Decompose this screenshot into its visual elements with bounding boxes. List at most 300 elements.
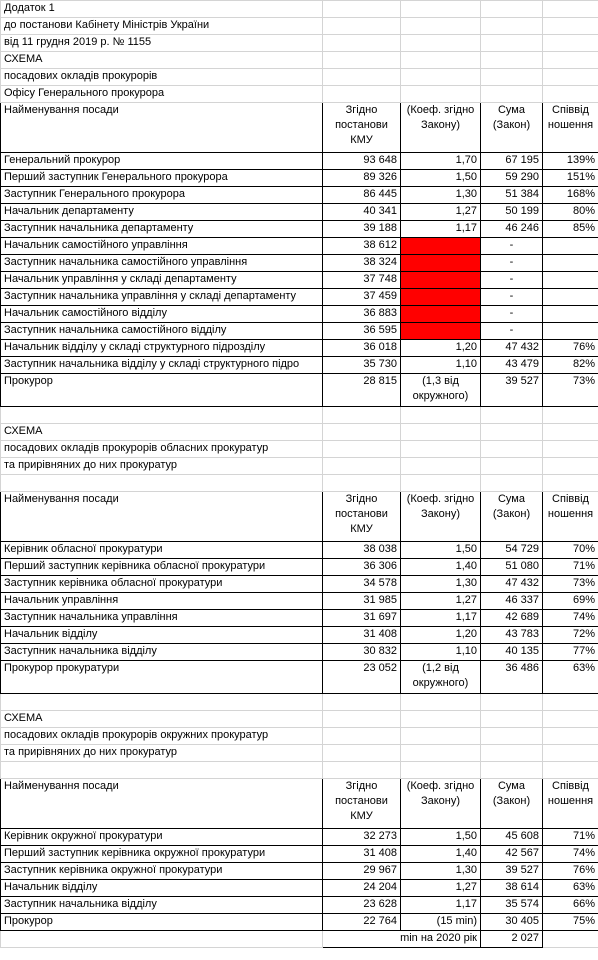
sheet-row (1, 35, 598, 52)
sheet-row (1, 255, 598, 272)
cell-line: (Коеф. згідно (406, 493, 475, 505)
empty-cell[interactable] (481, 458, 543, 475)
coef-value[interactable]: 1,70 (401, 153, 481, 170)
sheet-row (1, 644, 598, 661)
cell-line: КМУ (350, 810, 373, 822)
sheet-row (1, 238, 598, 255)
law-sum[interactable]: 47 432 (481, 576, 543, 593)
position-name[interactable]: Начальник відділу (1, 880, 323, 897)
kmu-salary[interactable]: 34 578 (323, 576, 401, 593)
empty-cell[interactable] (401, 69, 481, 86)
ratio-value[interactable]: 63% (543, 880, 598, 897)
sheet-row (1, 52, 598, 69)
empty-cell[interactable] (401, 745, 481, 762)
empty-cell[interactable] (1, 475, 323, 492)
sheet-row (1, 458, 598, 475)
ratio-value[interactable]: 76% (543, 863, 598, 880)
kmu-salary[interactable]: 31 408 (323, 846, 401, 863)
ratio-value[interactable] (543, 289, 598, 306)
kmu-salary[interactable]: 23 052 (323, 661, 401, 694)
empty-cell[interactable] (323, 694, 401, 711)
law-sum[interactable]: - (481, 255, 543, 272)
ratio-value[interactable]: 74% (543, 610, 598, 627)
ratio-value[interactable]: 71% (543, 829, 598, 846)
kmu-salary[interactable]: 40 341 (323, 204, 401, 221)
sheet-row (1, 593, 598, 610)
empty-cell[interactable] (323, 424, 401, 441)
cell-line: Згідно (345, 104, 378, 116)
sheet-row (1, 204, 598, 221)
position-name[interactable]: Заступник Генерального прокурора (1, 187, 323, 204)
kmu-salary[interactable]: 31 697 (323, 610, 401, 627)
column-header-kmu[interactable] (323, 492, 401, 542)
empty-cell[interactable] (401, 86, 481, 103)
ratio-value[interactable]: 71% (543, 559, 598, 576)
empty-cell[interactable] (481, 745, 543, 762)
empty-cell[interactable] (401, 52, 481, 69)
coef-value[interactable]: 1,30 (401, 863, 481, 880)
empty-cell[interactable] (323, 475, 401, 492)
position-name[interactable]: Заступник начальника відділу (1, 644, 323, 661)
empty-cell[interactable] (401, 475, 481, 492)
kmu-salary[interactable]: 38 038 (323, 542, 401, 559)
empty-cell[interactable] (323, 441, 401, 458)
law-sum[interactable]: 59 290 (481, 170, 543, 187)
position-name[interactable]: Начальник відділу (1, 627, 323, 644)
sheet-row (1, 357, 598, 374)
coef-value[interactable]: 1,10 (401, 644, 481, 661)
sheet-row (1, 610, 598, 627)
law-sum[interactable]: 54 729 (481, 542, 543, 559)
position-name[interactable]: Генеральний прокурор (1, 153, 323, 170)
sheet-row (1, 407, 598, 424)
ratio-value[interactable] (543, 238, 598, 255)
empty-cell[interactable] (401, 1, 481, 18)
column-header-kmu[interactable] (323, 779, 401, 829)
coef-value[interactable]: 1,17 (401, 221, 481, 238)
footer-label[interactable]: min на 2020 рік (323, 931, 481, 948)
coef-value[interactable]: 1,27 (401, 880, 481, 897)
kmu-salary[interactable]: 31 985 (323, 593, 401, 610)
empty-cell[interactable] (1, 407, 323, 424)
kmu-salary[interactable]: 22 764 (323, 914, 401, 931)
law-sum[interactable]: 51 384 (481, 187, 543, 204)
section-title-line[interactable]: СХЕМА (1, 424, 323, 441)
ratio-value[interactable]: 76% (543, 340, 598, 357)
law-sum[interactable]: 46 337 (481, 593, 543, 610)
law-sum[interactable]: 50 199 (481, 204, 543, 221)
ratio-value[interactable]: 77% (543, 644, 598, 661)
column-header-ratio[interactable] (543, 779, 598, 829)
kmu-salary[interactable]: 89 326 (323, 170, 401, 187)
law-sum[interactable]: 45 608 (481, 829, 543, 846)
empty-cell[interactable] (543, 441, 598, 458)
ratio-value[interactable]: 75% (543, 914, 598, 931)
position-name[interactable]: Заступник начальника самостійного відділу (1, 323, 323, 340)
ratio-value[interactable]: 72% (543, 627, 598, 644)
position-name[interactable]: Начальник управління (1, 593, 323, 610)
law-sum[interactable]: 47 432 (481, 340, 543, 357)
empty-cell[interactable] (543, 35, 598, 52)
cell-line: постанови (335, 119, 388, 131)
section-title-line[interactable]: посадових окладів прокурорів (1, 69, 323, 86)
position-name[interactable]: Заступник начальника управління у складі департаменту (1, 289, 323, 306)
empty-cell[interactable] (543, 931, 598, 948)
column-header-ratio[interactable] (543, 103, 598, 153)
cell-line: ношення (547, 119, 594, 131)
coef-value[interactable]: (15 min) (401, 914, 481, 931)
position-name[interactable]: Заступник начальника управління (1, 610, 323, 627)
section-title-line[interactable]: та прирівняних до них прокуратур (1, 745, 323, 762)
empty-cell[interactable] (481, 1, 543, 18)
sheet-row (1, 931, 598, 948)
ratio-value[interactable]: 66% (543, 897, 598, 914)
column-header-coef[interactable] (401, 779, 481, 829)
empty-cell[interactable] (543, 711, 598, 728)
kmu-salary[interactable]: 36 883 (323, 306, 401, 323)
position-name[interactable]: Начальник управління у складі департаменту (1, 272, 323, 289)
cell-line: Співвід (552, 780, 589, 792)
sheet-row (1, 424, 598, 441)
empty-cell[interactable] (543, 1, 598, 18)
empty-cell[interactable] (543, 745, 598, 762)
sheet-row (1, 306, 598, 323)
header-line[interactable]: Додаток 1 (1, 1, 323, 18)
empty-cell[interactable] (401, 18, 481, 35)
empty-cell[interactable] (323, 458, 401, 475)
ratio-value[interactable]: 70% (543, 542, 598, 559)
coef-value[interactable]: 1,50 (401, 829, 481, 846)
ratio-value[interactable] (543, 323, 598, 340)
law-sum[interactable]: 35 574 (481, 897, 543, 914)
empty-cell[interactable] (543, 475, 598, 492)
position-name[interactable]: Прокурор прокуратури (1, 661, 323, 694)
kmu-salary[interactable]: 28 815 (323, 374, 401, 407)
sheet-row (1, 559, 598, 576)
sheet-row (1, 187, 598, 204)
ratio-value[interactable]: 80% (543, 204, 598, 221)
sheet-row (1, 897, 598, 914)
column-header-coef[interactable] (401, 103, 481, 153)
empty-cell[interactable] (481, 694, 543, 711)
header-line[interactable]: від 11 грудня 2019 р. № 1155 (1, 35, 323, 52)
sheet-row (1, 323, 598, 340)
kmu-salary[interactable]: 23 628 (323, 897, 401, 914)
sheet-row (1, 221, 598, 238)
coef-value[interactable]: 1,50 (401, 170, 481, 187)
coef-highlight[interactable] (401, 238, 481, 255)
position-name[interactable]: Прокурор (1, 914, 323, 931)
kmu-salary[interactable]: 30 832 (323, 644, 401, 661)
cell-line: Згідно (345, 493, 378, 505)
empty-cell[interactable] (401, 407, 481, 424)
empty-cell[interactable] (481, 35, 543, 52)
coef-value[interactable]: 1,50 (401, 542, 481, 559)
sheet-row (1, 86, 598, 103)
ratio-value[interactable] (543, 255, 598, 272)
sheet-row (1, 745, 598, 762)
sheet-row (1, 846, 598, 863)
empty-cell[interactable] (323, 407, 401, 424)
position-name[interactable]: Начальник самостійного управління (1, 238, 323, 255)
empty-cell[interactable] (543, 407, 598, 424)
empty-cell[interactable] (543, 424, 598, 441)
sheet-row (1, 18, 598, 35)
empty-cell[interactable] (481, 18, 543, 35)
sheet-row (1, 694, 598, 711)
empty-cell[interactable] (543, 728, 598, 745)
position-name[interactable]: Заступник начальника відділу (1, 897, 323, 914)
section-title-line[interactable]: посадових окладів прокурорів окружних прокуратур (1, 728, 323, 745)
coef-value[interactable]: 1,17 (401, 610, 481, 627)
cell-line: (Закон) (492, 508, 531, 520)
column-header-name[interactable]: Найменування посади (1, 103, 323, 153)
position-name[interactable]: Начальник відділу у складі структурного підрозділу (1, 340, 323, 357)
position-name[interactable]: Заступник начальника відділу у складі структурного підро (1, 357, 323, 374)
position-name[interactable]: Прокурор (1, 374, 323, 407)
empty-cell[interactable] (543, 52, 598, 69)
cell-line: Згідно (345, 780, 378, 792)
empty-cell[interactable] (401, 711, 481, 728)
empty-cell[interactable] (481, 711, 543, 728)
ratio-value[interactable]: 63% (543, 661, 598, 694)
empty-cell[interactable] (543, 69, 598, 86)
section-title-line[interactable]: Офісу Генерального прокурора (1, 86, 323, 103)
ratio-value[interactable] (543, 306, 598, 323)
empty-cell[interactable] (401, 728, 481, 745)
kmu-salary[interactable]: 37 748 (323, 272, 401, 289)
sheet-row (1, 863, 598, 880)
empty-cell[interactable] (481, 86, 543, 103)
coef-value[interactable]: 1,40 (401, 846, 481, 863)
cell-line: КМУ (350, 523, 373, 535)
kmu-salary[interactable]: 38 612 (323, 238, 401, 255)
position-name[interactable]: Перший заступник керівника окружної прокуратури (1, 846, 323, 863)
ratio-value[interactable]: 74% (543, 846, 598, 863)
empty-cell[interactable] (323, 711, 401, 728)
sheet-row (1, 103, 598, 153)
position-name[interactable]: Начальник департаменту (1, 204, 323, 221)
law-sum[interactable]: - (481, 272, 543, 289)
cell-line: Співвід (552, 104, 589, 116)
empty-cell[interactable] (323, 1, 401, 18)
ratio-value[interactable]: 73% (543, 374, 598, 407)
sheet-row (1, 289, 598, 306)
column-header-kmu[interactable] (323, 103, 401, 153)
coef-value[interactable]: 1,20 (401, 340, 481, 357)
ratio-value[interactable]: 73% (543, 576, 598, 593)
law-sum[interactable]: 40 135 (481, 644, 543, 661)
kmu-salary[interactable]: 32 273 (323, 829, 401, 846)
cell-line: Сума (497, 493, 525, 505)
cell-line: (Закон) (492, 795, 531, 807)
footer-value[interactable]: 2 027 (481, 931, 543, 948)
cell-line: (Коеф. згідно (406, 780, 475, 792)
law-sum[interactable]: 36 486 (481, 661, 543, 694)
sheet-row (1, 728, 598, 745)
sheet-row (1, 779, 598, 829)
ratio-value[interactable] (543, 272, 598, 289)
position-name[interactable]: Заступник керівника окружної прокуратури (1, 863, 323, 880)
kmu-salary[interactable]: 37 459 (323, 289, 401, 306)
law-sum[interactable]: 39 527 (481, 863, 543, 880)
column-header-sum[interactable] (481, 779, 543, 829)
empty-cell[interactable] (1, 931, 323, 948)
empty-cell[interactable] (481, 441, 543, 458)
coef-value[interactable]: 1,30 (401, 576, 481, 593)
coef-value[interactable]: (1,2 від окружного) (401, 661, 481, 694)
law-sum[interactable]: - (481, 238, 543, 255)
empty-cell[interactable] (1, 694, 323, 711)
kmu-salary[interactable]: 36 018 (323, 340, 401, 357)
empty-cell[interactable] (543, 762, 598, 779)
cell-line: КМУ (350, 134, 373, 146)
law-sum[interactable]: - (481, 306, 543, 323)
column-header-coef[interactable] (401, 492, 481, 542)
empty-cell[interactable] (401, 458, 481, 475)
coef-value[interactable]: 1,27 (401, 593, 481, 610)
coef-value[interactable]: 1,27 (401, 204, 481, 221)
sheet-row (1, 829, 598, 846)
law-sum[interactable]: 39 527 (481, 374, 543, 407)
coef-highlight[interactable] (401, 306, 481, 323)
section-title-line[interactable]: посадових окладів прокурорів обласних прокуратур (1, 441, 323, 458)
empty-cell[interactable] (481, 475, 543, 492)
sheet-row (1, 272, 598, 289)
empty-cell[interactable] (481, 52, 543, 69)
sheet-row (1, 576, 598, 593)
sheet-row (1, 170, 598, 187)
section-title-line[interactable]: СХЕМА (1, 52, 323, 69)
law-sum[interactable]: 43 783 (481, 627, 543, 644)
kmu-salary[interactable]: 86 445 (323, 187, 401, 204)
kmu-salary[interactable]: 31 408 (323, 627, 401, 644)
ratio-value[interactable]: 85% (543, 221, 598, 238)
position-name[interactable]: Начальник самостійного відділу (1, 306, 323, 323)
empty-cell[interactable] (323, 745, 401, 762)
empty-cell[interactable] (323, 69, 401, 86)
empty-cell[interactable] (481, 728, 543, 745)
section-title-line[interactable]: та прирівняних до них прокуратур (1, 458, 323, 475)
empty-cell[interactable] (481, 424, 543, 441)
ratio-value[interactable]: 69% (543, 593, 598, 610)
empty-cell[interactable] (401, 35, 481, 52)
law-sum[interactable]: 42 689 (481, 610, 543, 627)
sheet-row (1, 153, 598, 170)
cell-line: Сума (497, 104, 525, 116)
law-sum[interactable]: 43 479 (481, 357, 543, 374)
empty-cell[interactable] (323, 86, 401, 103)
empty-cell[interactable] (401, 762, 481, 779)
empty-cell[interactable] (323, 728, 401, 745)
empty-cell[interactable] (401, 441, 481, 458)
empty-cell[interactable] (401, 694, 481, 711)
section-title-line[interactable]: СХЕМА (1, 711, 323, 728)
ratio-value[interactable]: 151% (543, 170, 598, 187)
sheet-row (1, 1, 598, 18)
ratio-value[interactable]: 168% (543, 187, 598, 204)
position-name[interactable]: Заступник начальника департаменту (1, 221, 323, 238)
coef-highlight[interactable] (401, 255, 481, 272)
coef-value[interactable]: 1,17 (401, 897, 481, 914)
position-name[interactable]: Перший заступник Генерального прокурора (1, 170, 323, 187)
column-header-name[interactable]: Найменування посади (1, 492, 323, 542)
header-line[interactable]: до постанови Кабінету Міністрів України (1, 18, 323, 35)
column-header-ratio[interactable] (543, 492, 598, 542)
empty-cell[interactable] (543, 18, 598, 35)
empty-cell[interactable] (543, 86, 598, 103)
position-name[interactable]: Керівник обласної прокуратури (1, 542, 323, 559)
coef-value[interactable]: 1,10 (401, 357, 481, 374)
position-name[interactable]: Перший заступник керівника обласної прокуратури (1, 559, 323, 576)
empty-cell[interactable] (401, 424, 481, 441)
law-sum[interactable]: 67 195 (481, 153, 543, 170)
empty-cell[interactable] (323, 18, 401, 35)
empty-cell[interactable] (323, 35, 401, 52)
kmu-salary[interactable]: 29 967 (323, 863, 401, 880)
law-sum[interactable]: 42 567 (481, 846, 543, 863)
position-name[interactable]: Заступник начальника самостійного управління (1, 255, 323, 272)
empty-cell[interactable] (543, 458, 598, 475)
empty-cell[interactable] (481, 69, 543, 86)
law-sum[interactable]: - (481, 289, 543, 306)
coef-value[interactable]: 1,30 (401, 187, 481, 204)
position-name[interactable]: Заступник керівника обласної прокуратури (1, 576, 323, 593)
coef-highlight[interactable] (401, 289, 481, 306)
law-sum[interactable]: 38 614 (481, 880, 543, 897)
empty-cell[interactable] (543, 694, 598, 711)
cell-line: ношення (547, 795, 594, 807)
cell-line: Закону) (420, 508, 461, 520)
position-name[interactable]: Керівник окружної прокуратури (1, 829, 323, 846)
coef-value[interactable]: 1,20 (401, 627, 481, 644)
cell-line: Закону) (420, 119, 461, 131)
kmu-salary[interactable]: 39 188 (323, 221, 401, 238)
empty-cell[interactable] (323, 762, 401, 779)
column-header-sum[interactable] (481, 492, 543, 542)
ratio-value[interactable]: 82% (543, 357, 598, 374)
sheet-row (1, 374, 598, 407)
sheet-row (1, 914, 598, 931)
empty-cell[interactable] (481, 762, 543, 779)
cell-line: (Коеф. згідно (406, 104, 475, 116)
kmu-salary[interactable]: 38 324 (323, 255, 401, 272)
kmu-salary[interactable]: 36 306 (323, 559, 401, 576)
coef-value[interactable]: (1,3 від окружного) (401, 374, 481, 407)
empty-cell[interactable] (1, 762, 323, 779)
law-sum[interactable]: 30 405 (481, 914, 543, 931)
empty-cell[interactable] (481, 407, 543, 424)
law-sum[interactable]: 46 246 (481, 221, 543, 238)
coef-highlight[interactable] (401, 323, 481, 340)
kmu-salary[interactable]: 36 595 (323, 323, 401, 340)
kmu-salary[interactable]: 35 730 (323, 357, 401, 374)
coef-value[interactable]: 1,40 (401, 559, 481, 576)
law-sum[interactable]: - (481, 323, 543, 340)
sheet-row (1, 492, 598, 542)
law-sum[interactable]: 51 080 (481, 559, 543, 576)
coef-highlight[interactable] (401, 272, 481, 289)
kmu-salary[interactable]: 93 648 (323, 153, 401, 170)
column-header-sum[interactable] (481, 103, 543, 153)
empty-cell[interactable] (323, 52, 401, 69)
kmu-salary[interactable]: 24 204 (323, 880, 401, 897)
sheet-row (1, 711, 598, 728)
cell-line: постанови (335, 795, 388, 807)
sheet-row (1, 69, 598, 86)
column-header-name[interactable]: Найменування посади (1, 779, 323, 829)
ratio-value[interactable]: 139% (543, 153, 598, 170)
